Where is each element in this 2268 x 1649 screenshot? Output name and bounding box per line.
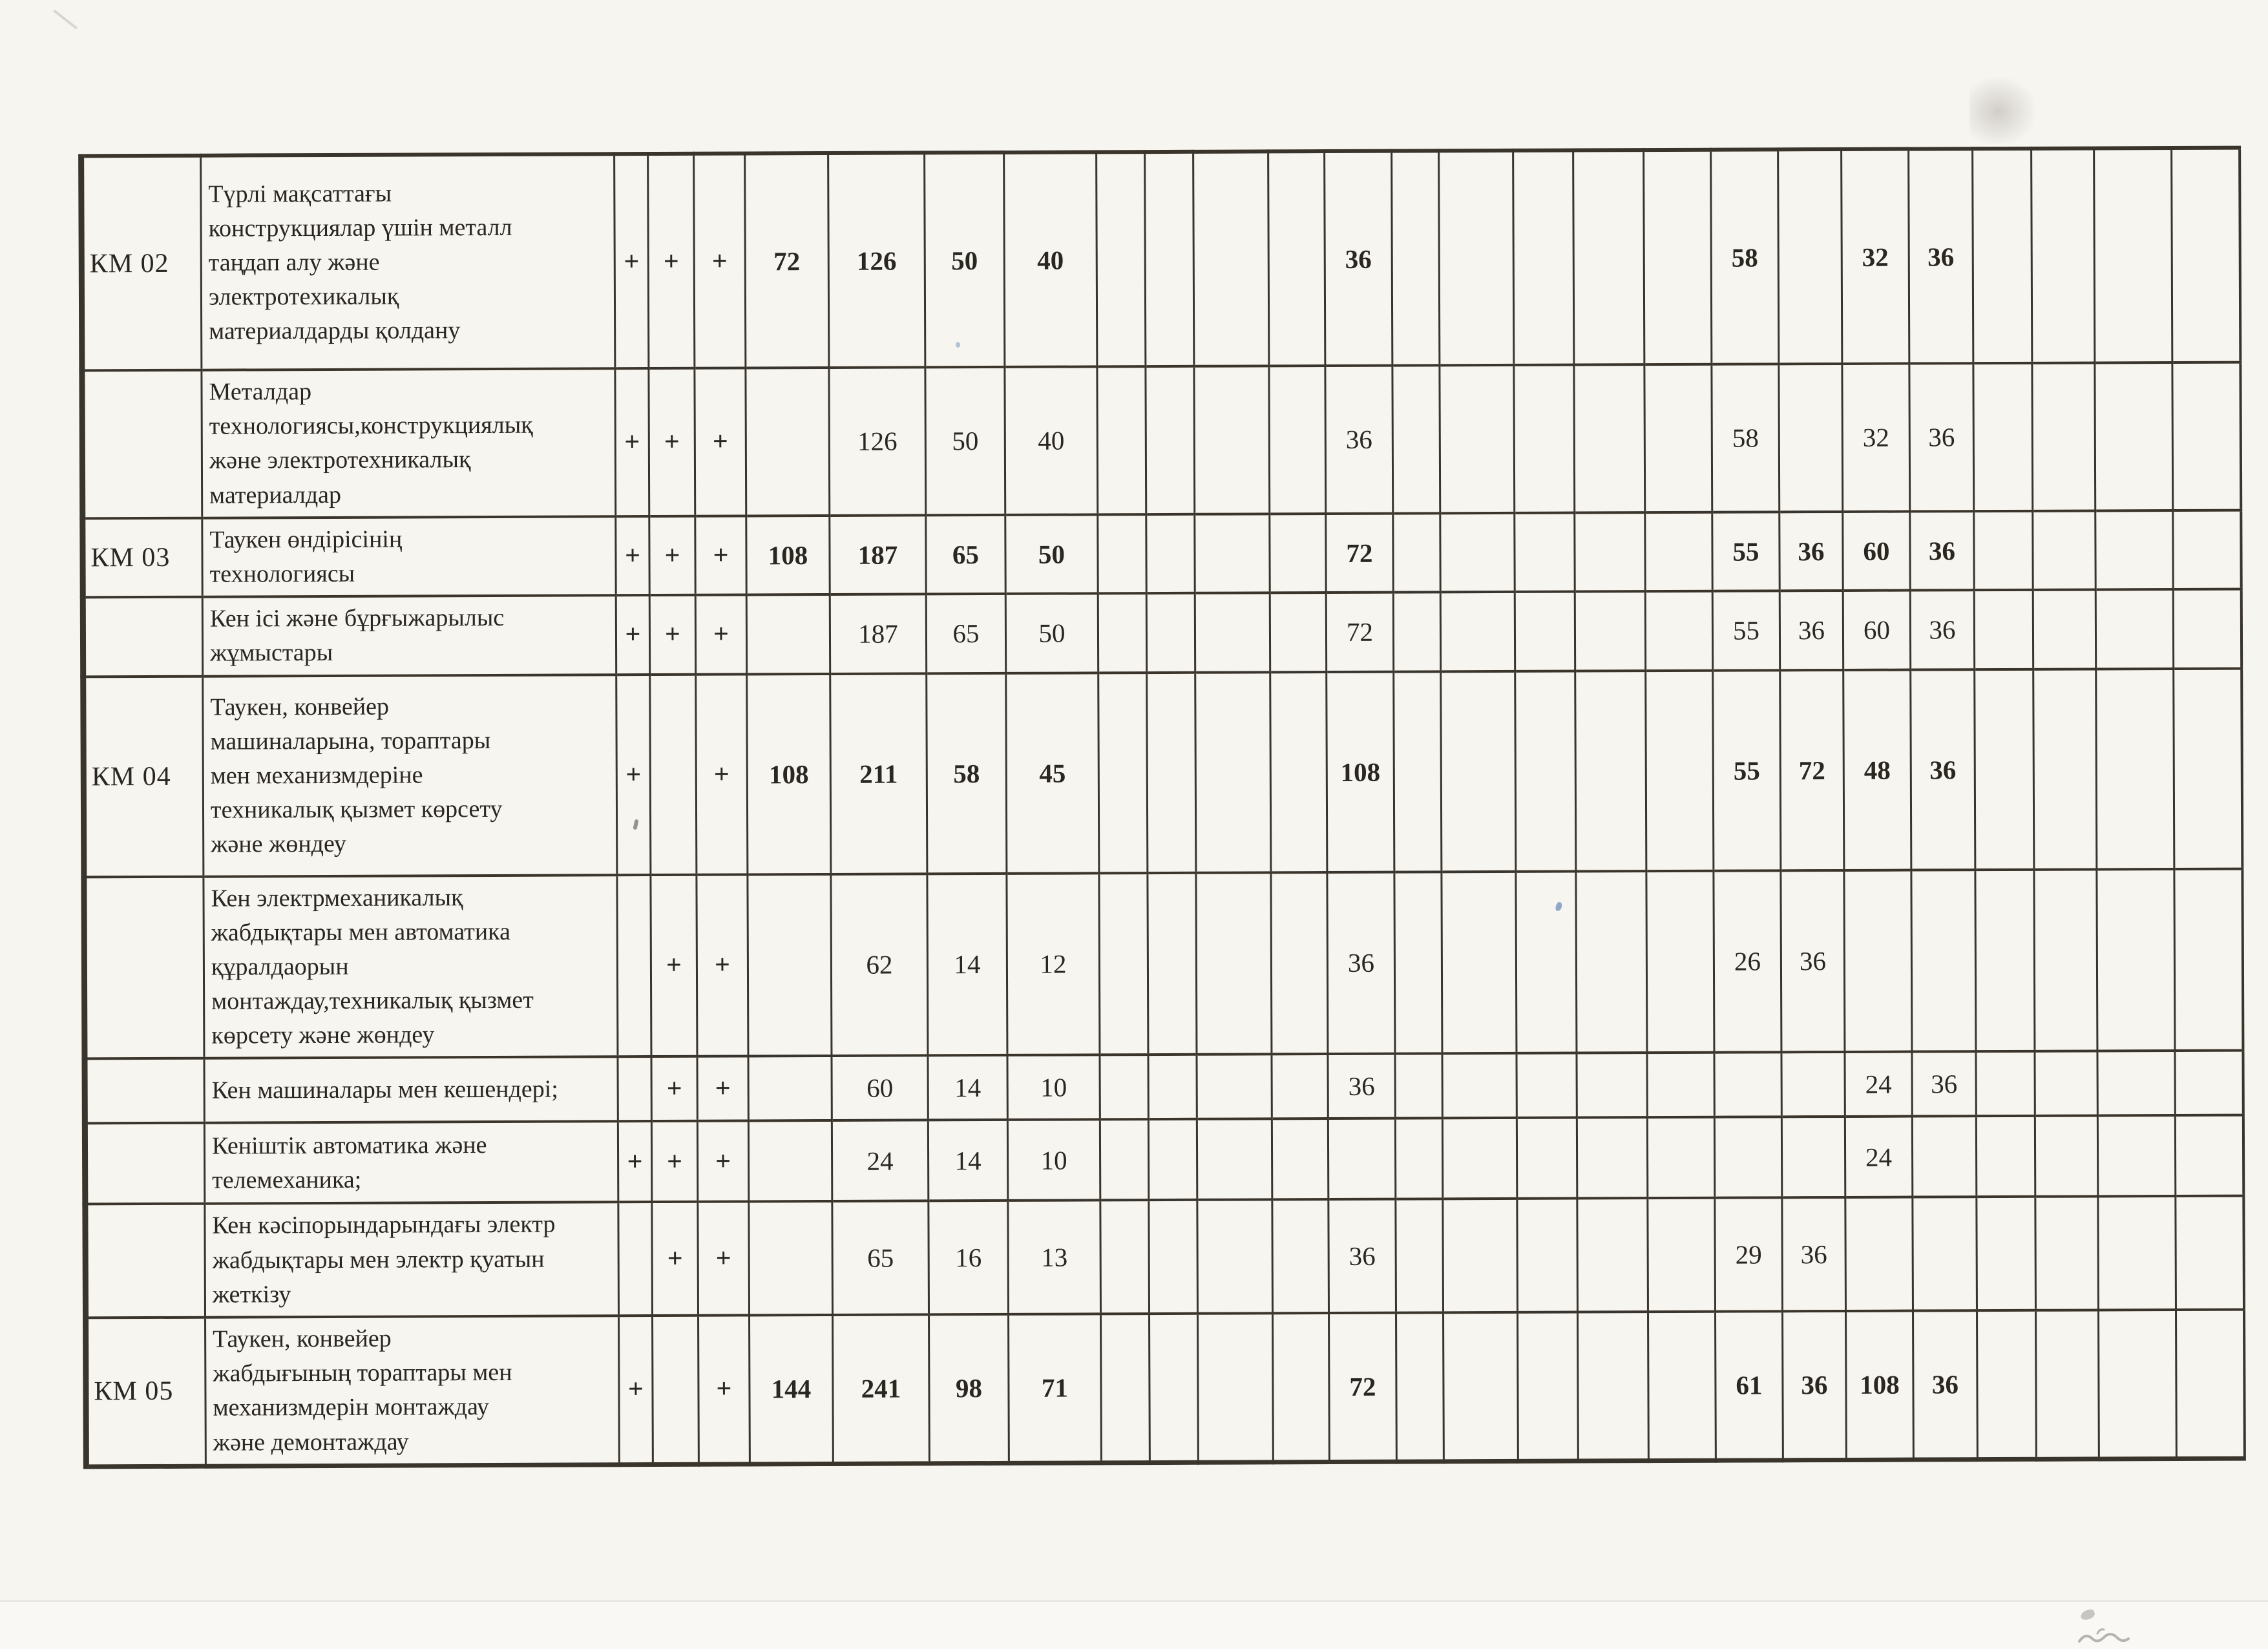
hours-cell: 36: [1912, 1052, 1976, 1117]
empty-cell: [2096, 668, 2174, 868]
hours-cell: 55: [1713, 670, 1781, 870]
empty-cell: [1270, 593, 1326, 672]
plus-mark-cell: +: [697, 874, 748, 1056]
module-code-cell: [85, 1204, 205, 1318]
hours-cell: 108: [746, 516, 830, 595]
plus-mark-cell: +: [619, 1316, 653, 1464]
empty-cell: [1515, 592, 1575, 671]
hours-cell: 61: [1716, 1311, 1783, 1460]
hours-cell: 60: [832, 1056, 928, 1121]
empty-cell: [1100, 1120, 1148, 1201]
empty-cell: [1394, 872, 1442, 1054]
hours-cell: 14: [928, 1055, 1007, 1120]
empty-cell: [2032, 362, 2095, 510]
empty-cell: [1778, 149, 1842, 364]
empty-cell: [2095, 510, 2173, 590]
empty-cell: [1515, 671, 1576, 871]
hours-cell: 60: [1843, 511, 1910, 591]
empty-cell: [2097, 1051, 2175, 1115]
hours-cell: 10: [1007, 1055, 1100, 1120]
empty-cell: [1145, 152, 1194, 366]
empty-cell: [618, 1056, 651, 1121]
empty-cell: [1146, 366, 1195, 514]
hours-cell: 36: [1910, 590, 1974, 669]
table-row: [85, 1051, 2243, 1124]
empty-cell: [2035, 1051, 2097, 1116]
hours-cell: 55: [1712, 512, 1780, 591]
empty-cell: [2035, 1197, 2099, 1310]
table-row: [83, 589, 2241, 677]
empty-cell: [1394, 671, 1442, 872]
hours-cell: 65: [832, 1201, 929, 1315]
hours-cell: 58: [1712, 364, 1780, 512]
empty-cell: [1845, 1197, 1913, 1311]
hours-cell: 72: [1780, 669, 1844, 870]
empty-cell: [1269, 366, 1326, 514]
hours-cell: 36: [1783, 1311, 1847, 1460]
empty-cell: [1272, 1199, 1329, 1313]
empty-cell: [1518, 1312, 1579, 1462]
empty-cell: [1198, 1313, 1274, 1462]
empty-cell: [1513, 151, 1574, 365]
empty-cell: [1714, 1053, 1781, 1117]
empty-cell: [1146, 514, 1195, 594]
module-name-cell: Таукен, конвейер жабдығының тораптары мен механизмдерін монтаждау және демонтаждау: [205, 1316, 620, 1466]
module-code-cell: [84, 876, 204, 1059]
empty-cell: [617, 875, 651, 1057]
hours-cell: 32: [1842, 364, 1910, 512]
hours-cell: 72: [745, 153, 829, 368]
module-code-cell: КМ 05: [86, 1318, 206, 1467]
hours-cell: 48: [1843, 669, 1911, 870]
empty-cell: [1392, 151, 1440, 365]
empty-cell: [746, 368, 830, 516]
empty-cell: [1395, 1054, 1442, 1119]
plus-mark-cell: +: [698, 1315, 750, 1464]
table-row: [85, 1196, 2244, 1318]
empty-cell: [1270, 514, 1326, 593]
empty-cell: [1150, 1314, 1199, 1463]
empty-cell: [2176, 1310, 2244, 1459]
empty-cell: [1844, 870, 1912, 1052]
hours-cell: 36: [1782, 1197, 1846, 1311]
hours-cell: 36: [1781, 870, 1845, 1052]
empty-cell: [2098, 1196, 2176, 1310]
hours-cell: 36: [1325, 151, 1392, 366]
module-name-cell: Таукен, конвейер машиналарына, тораптары мен механизмдеріне техникалық қызмет көрсету және жөндеу: [203, 675, 617, 876]
table-row: [86, 1310, 2245, 1467]
empty-cell: [1396, 1312, 1444, 1462]
empty-cell: [1393, 513, 1440, 593]
empty-cell: [1100, 1055, 1148, 1120]
empty-cell: [1573, 150, 1644, 364]
hours-cell: 36: [1911, 669, 1975, 870]
hours-cell: 36: [1325, 366, 1393, 514]
hours-cell: 187: [830, 515, 926, 594]
empty-cell: [1578, 1312, 1649, 1461]
empty-cell: [1098, 514, 1146, 594]
empty-cell: [1517, 1053, 1577, 1118]
empty-cell: [2098, 1310, 2176, 1459]
module-code-cell: [83, 597, 202, 677]
curriculum-table-wrapper: [78, 146, 2247, 1469]
hours-cell: 211: [830, 673, 927, 874]
empty-cell: [1197, 1119, 1272, 1200]
module-name-cell: Металдар технологиясы,конструкциялық және электротехникалық материалдар: [202, 368, 616, 518]
empty-cell: [1272, 1119, 1328, 1199]
empty-cell: [2097, 1115, 2175, 1196]
empty-cell: [1147, 672, 1196, 872]
empty-cell: [2176, 1196, 2244, 1310]
empty-cell: [1440, 513, 1515, 593]
empty-cell: [1442, 871, 1517, 1053]
module-code-cell: КМ 03: [83, 518, 202, 597]
module-name-cell: Таукен өндірісінің технологиясы: [202, 516, 616, 597]
hours-cell: 65: [926, 594, 1005, 673]
empty-cell: [1644, 364, 1712, 512]
empty-cell: [1195, 514, 1270, 593]
module-name-cell: Кеніштік автоматика және телемеханика;: [204, 1122, 618, 1204]
hours-cell: 50: [925, 367, 1005, 515]
hours-cell: 72: [1329, 1313, 1397, 1462]
empty-cell: [1973, 149, 2032, 363]
empty-cell: [1146, 593, 1195, 673]
empty-cell: [1197, 1200, 1273, 1314]
empty-cell: [1913, 1197, 1977, 1311]
empty-cell: [748, 874, 832, 1056]
empty-cell: [1148, 1119, 1197, 1200]
empty-cell: [1577, 1053, 1647, 1118]
empty-cell: [1575, 591, 1645, 671]
module-code-cell: [82, 370, 202, 518]
empty-cell: [1911, 870, 1976, 1052]
empty-cell: [2097, 868, 2175, 1051]
empty-cell: [1440, 592, 1515, 671]
empty-cell: [1273, 1313, 1330, 1462]
hours-cell: 50: [925, 152, 1005, 367]
empty-cell: [746, 594, 830, 674]
hours-cell: 108: [747, 673, 831, 874]
empty-cell: [1148, 872, 1197, 1055]
empty-cell: [2175, 1051, 2243, 1115]
plus-mark-cell: +: [698, 1202, 750, 1316]
empty-cell: [1646, 870, 1714, 1053]
module-code-cell: КМ 04: [83, 676, 204, 877]
empty-cell: [1393, 592, 1440, 671]
empty-cell: [1977, 1310, 2036, 1460]
hours-cell: 126: [828, 152, 925, 368]
empty-cell: [1574, 364, 1645, 512]
empty-cell: [2032, 148, 2095, 362]
table-row: [82, 362, 2241, 519]
plus-mark-cell: +: [616, 595, 649, 675]
empty-cell: [1443, 1199, 1518, 1312]
empty-cell: [1100, 1201, 1150, 1314]
empty-cell: [2173, 510, 2241, 589]
empty-cell: [2033, 669, 2097, 869]
empty-cell: [1268, 151, 1325, 366]
empty-cell: [1781, 1117, 1845, 1197]
scan-smudge: [1969, 72, 2041, 143]
plus-mark-cell: +: [649, 516, 695, 596]
empty-cell: [1577, 1118, 1647, 1199]
empty-cell: [1977, 1197, 2036, 1310]
empty-cell: [1575, 512, 1645, 592]
empty-cell: [1781, 1052, 1845, 1117]
empty-cell: [748, 1120, 832, 1201]
empty-cell: [1194, 366, 1270, 514]
empty-cell: [1714, 1117, 1781, 1198]
hours-cell: 36: [1780, 591, 1843, 670]
hours-cell: 62: [831, 874, 928, 1056]
empty-cell: [2094, 148, 2172, 362]
plus-mark-cell: +: [649, 595, 695, 675]
empty-cell: [1442, 1118, 1517, 1199]
module-name-cell: Кен электрмеханикалық жабдықтары мен автоматика құралдаорын монтаждау,техникалық қызмет көрсету және жөндеу: [204, 875, 618, 1058]
table-row: [84, 868, 2243, 1059]
empty-cell: [1646, 670, 1714, 870]
hours-cell: 50: [1005, 594, 1098, 673]
plus-mark-cell: +: [696, 674, 748, 874]
empty-cell: [1647, 1117, 1714, 1198]
plus-mark-cell: +: [616, 516, 649, 596]
empty-cell: [1271, 872, 1328, 1055]
empty-cell: [749, 1201, 833, 1315]
empty-cell: [1098, 673, 1148, 873]
hours-cell: 36: [1909, 149, 1973, 363]
hours-cell: 24: [832, 1120, 928, 1202]
empty-cell: [1392, 365, 1440, 513]
empty-cell: [1396, 1199, 1444, 1313]
empty-cell: [2035, 1310, 2099, 1459]
hours-cell: 36: [1328, 1199, 1396, 1313]
empty-cell: [1439, 151, 1514, 365]
plus-mark-cell: +: [651, 1056, 697, 1121]
plus-mark-cell: +: [615, 368, 649, 516]
hours-cell: 36: [1327, 872, 1395, 1054]
hours-cell: 36: [1909, 363, 1974, 511]
empty-cell: [1099, 873, 1148, 1055]
empty-cell: [1195, 593, 1270, 672]
module-name-cell: Кен ісі және бұрғыжарылыс жұмыстары: [202, 595, 616, 676]
hours-cell: 187: [830, 594, 926, 674]
empty-cell: [1444, 1312, 1518, 1462]
empty-cell: [2033, 590, 2095, 669]
hours-cell: 50: [1005, 514, 1098, 594]
empty-cell: [1097, 152, 1146, 366]
empty-cell: [1647, 1053, 1714, 1117]
hours-cell: 71: [1009, 1314, 1102, 1463]
empty-cell: [1440, 365, 1515, 513]
plus-mark-cell: +: [616, 675, 651, 875]
empty-cell: [1645, 512, 1712, 591]
hours-cell: 36: [1913, 1310, 1978, 1460]
empty-cell: [1196, 872, 1272, 1055]
empty-cell: [2034, 869, 2097, 1051]
empty-cell: [2035, 1116, 2097, 1197]
hours-cell: 32: [1842, 149, 1909, 364]
empty-cell: [618, 1202, 653, 1316]
module-code-cell: КМ 02: [81, 156, 202, 371]
empty-cell: [2033, 510, 2095, 590]
empty-cell: [2095, 589, 2173, 669]
empty-cell: [1648, 1198, 1716, 1312]
hours-cell: 58: [927, 673, 1007, 873]
empty-cell: [748, 1056, 832, 1120]
empty-cell: [1197, 1055, 1272, 1119]
empty-cell: [1149, 1200, 1198, 1314]
hours-cell: 58: [1711, 149, 1779, 364]
hours-cell: 16: [929, 1201, 1009, 1314]
scan-scratch: [53, 9, 78, 29]
empty-cell: [1101, 1314, 1150, 1463]
empty-cell: [1097, 366, 1146, 514]
hours-cell: 144: [750, 1315, 834, 1464]
plus-mark-cell: +: [618, 1121, 651, 1202]
hours-cell: 40: [1004, 152, 1097, 367]
empty-cell: [1395, 1119, 1442, 1199]
empty-cell: [2175, 1115, 2243, 1196]
empty-cell: [1976, 1116, 2035, 1197]
hours-cell: 36: [1780, 512, 1843, 591]
empty-cell: [653, 1316, 699, 1465]
empty-cell: [2174, 668, 2242, 868]
hours-cell: 13: [1008, 1201, 1101, 1314]
module-name-cell: Кен кәсіпорындарындағы электр жабдықтары мен электр қуатын жеткізу: [205, 1203, 619, 1318]
empty-cell: [1195, 672, 1271, 872]
plus-mark-cell: +: [694, 153, 746, 368]
empty-cell: [1912, 1117, 1976, 1197]
hours-cell: 12: [1007, 873, 1100, 1055]
empty-cell: [1193, 151, 1269, 366]
table-row: [83, 510, 2241, 597]
table-body: [81, 148, 2245, 1467]
empty-cell: [1441, 671, 1516, 871]
hours-cell: 40: [1005, 366, 1098, 514]
empty-cell: [1644, 150, 1712, 364]
empty-cell: [1098, 593, 1146, 673]
empty-cell: [1515, 512, 1575, 592]
empty-cell: [1973, 363, 2033, 511]
hours-cell: 65: [926, 515, 1005, 594]
hours-cell: 14: [928, 1120, 1007, 1201]
hours-cell: 45: [1006, 673, 1099, 874]
hours-cell: 126: [829, 367, 926, 515]
table-row: [81, 148, 2240, 371]
empty-cell: [1517, 1199, 1578, 1312]
hours-cell: 98: [929, 1314, 1009, 1464]
module-name-cell: Кен машиналары мен кешендері;: [204, 1057, 618, 1123]
empty-cell: [1514, 365, 1575, 513]
hours-cell: 72: [1326, 513, 1393, 593]
empty-cell: [1975, 869, 2035, 1051]
curriculum-table: [78, 146, 2245, 1469]
hours-cell: 36: [1910, 511, 1974, 591]
table-row: [83, 668, 2242, 877]
module-code-cell: [85, 1058, 204, 1124]
empty-cell: [1974, 590, 2033, 669]
paper-margin: [0, 1602, 2268, 1649]
plus-mark-cell: +: [695, 595, 746, 675]
empty-cell: [1328, 1119, 1395, 1199]
hours-cell: 29: [1715, 1198, 1783, 1312]
hours-cell: 26: [1714, 870, 1781, 1053]
plus-mark-cell: +: [651, 1121, 697, 1202]
empty-cell: [1779, 364, 1843, 512]
empty-cell: [1976, 1051, 2035, 1116]
empty-cell: [1648, 1312, 1716, 1461]
hours-cell: 108: [1327, 671, 1394, 872]
empty-cell: [1516, 871, 1577, 1053]
empty-cell: [1517, 1118, 1577, 1199]
plus-mark-cell: +: [695, 368, 746, 516]
empty-cell: [1975, 669, 2034, 869]
empty-cell: [1442, 1053, 1517, 1118]
hours-cell: 14: [927, 873, 1007, 1055]
hours-cell: 36: [1328, 1054, 1395, 1119]
plus-mark-cell: +: [695, 516, 746, 595]
empty-cell: [1576, 871, 1647, 1053]
plus-mark-cell: +: [648, 154, 695, 368]
empty-cell: [2172, 148, 2240, 362]
plus-mark-cell: +: [649, 368, 695, 516]
hours-cell: 60: [1843, 591, 1910, 670]
module-code-cell: [85, 1123, 204, 1204]
empty-cell: [1272, 1054, 1328, 1119]
plus-mark-cell: +: [651, 874, 697, 1056]
hours-cell: 10: [1007, 1120, 1100, 1201]
plus-mark-cell: +: [652, 1202, 698, 1316]
hours-cell: 72: [1326, 593, 1393, 672]
plus-mark-cell: +: [697, 1056, 748, 1121]
empty-cell: [1645, 591, 1712, 671]
empty-cell: [1148, 1055, 1197, 1119]
plus-mark-cell: +: [614, 154, 649, 368]
empty-cell: [2172, 362, 2241, 510]
empty-cell: [650, 674, 697, 874]
hours-cell: 108: [1846, 1311, 1914, 1460]
table-row: [85, 1115, 2243, 1204]
empty-cell: [2095, 362, 2173, 510]
empty-cell: [1575, 671, 1646, 871]
hours-cell: 241: [833, 1314, 930, 1464]
plus-mark-cell: +: [697, 1121, 748, 1202]
hours-cell: 24: [1845, 1052, 1912, 1117]
empty-cell: [1974, 511, 2033, 591]
empty-cell: [2173, 589, 2241, 669]
empty-cell: [1270, 672, 1327, 872]
empty-cell: [1577, 1199, 1648, 1312]
empty-cell: [2174, 868, 2243, 1051]
hours-cell: 24: [1845, 1117, 1912, 1197]
module-name-cell: Түрлі мақсаттағы конструкциялар үшін металл таңдап алу және электротехикалық материалдарды қолдану: [201, 154, 615, 370]
hours-cell: 55: [1712, 591, 1780, 670]
